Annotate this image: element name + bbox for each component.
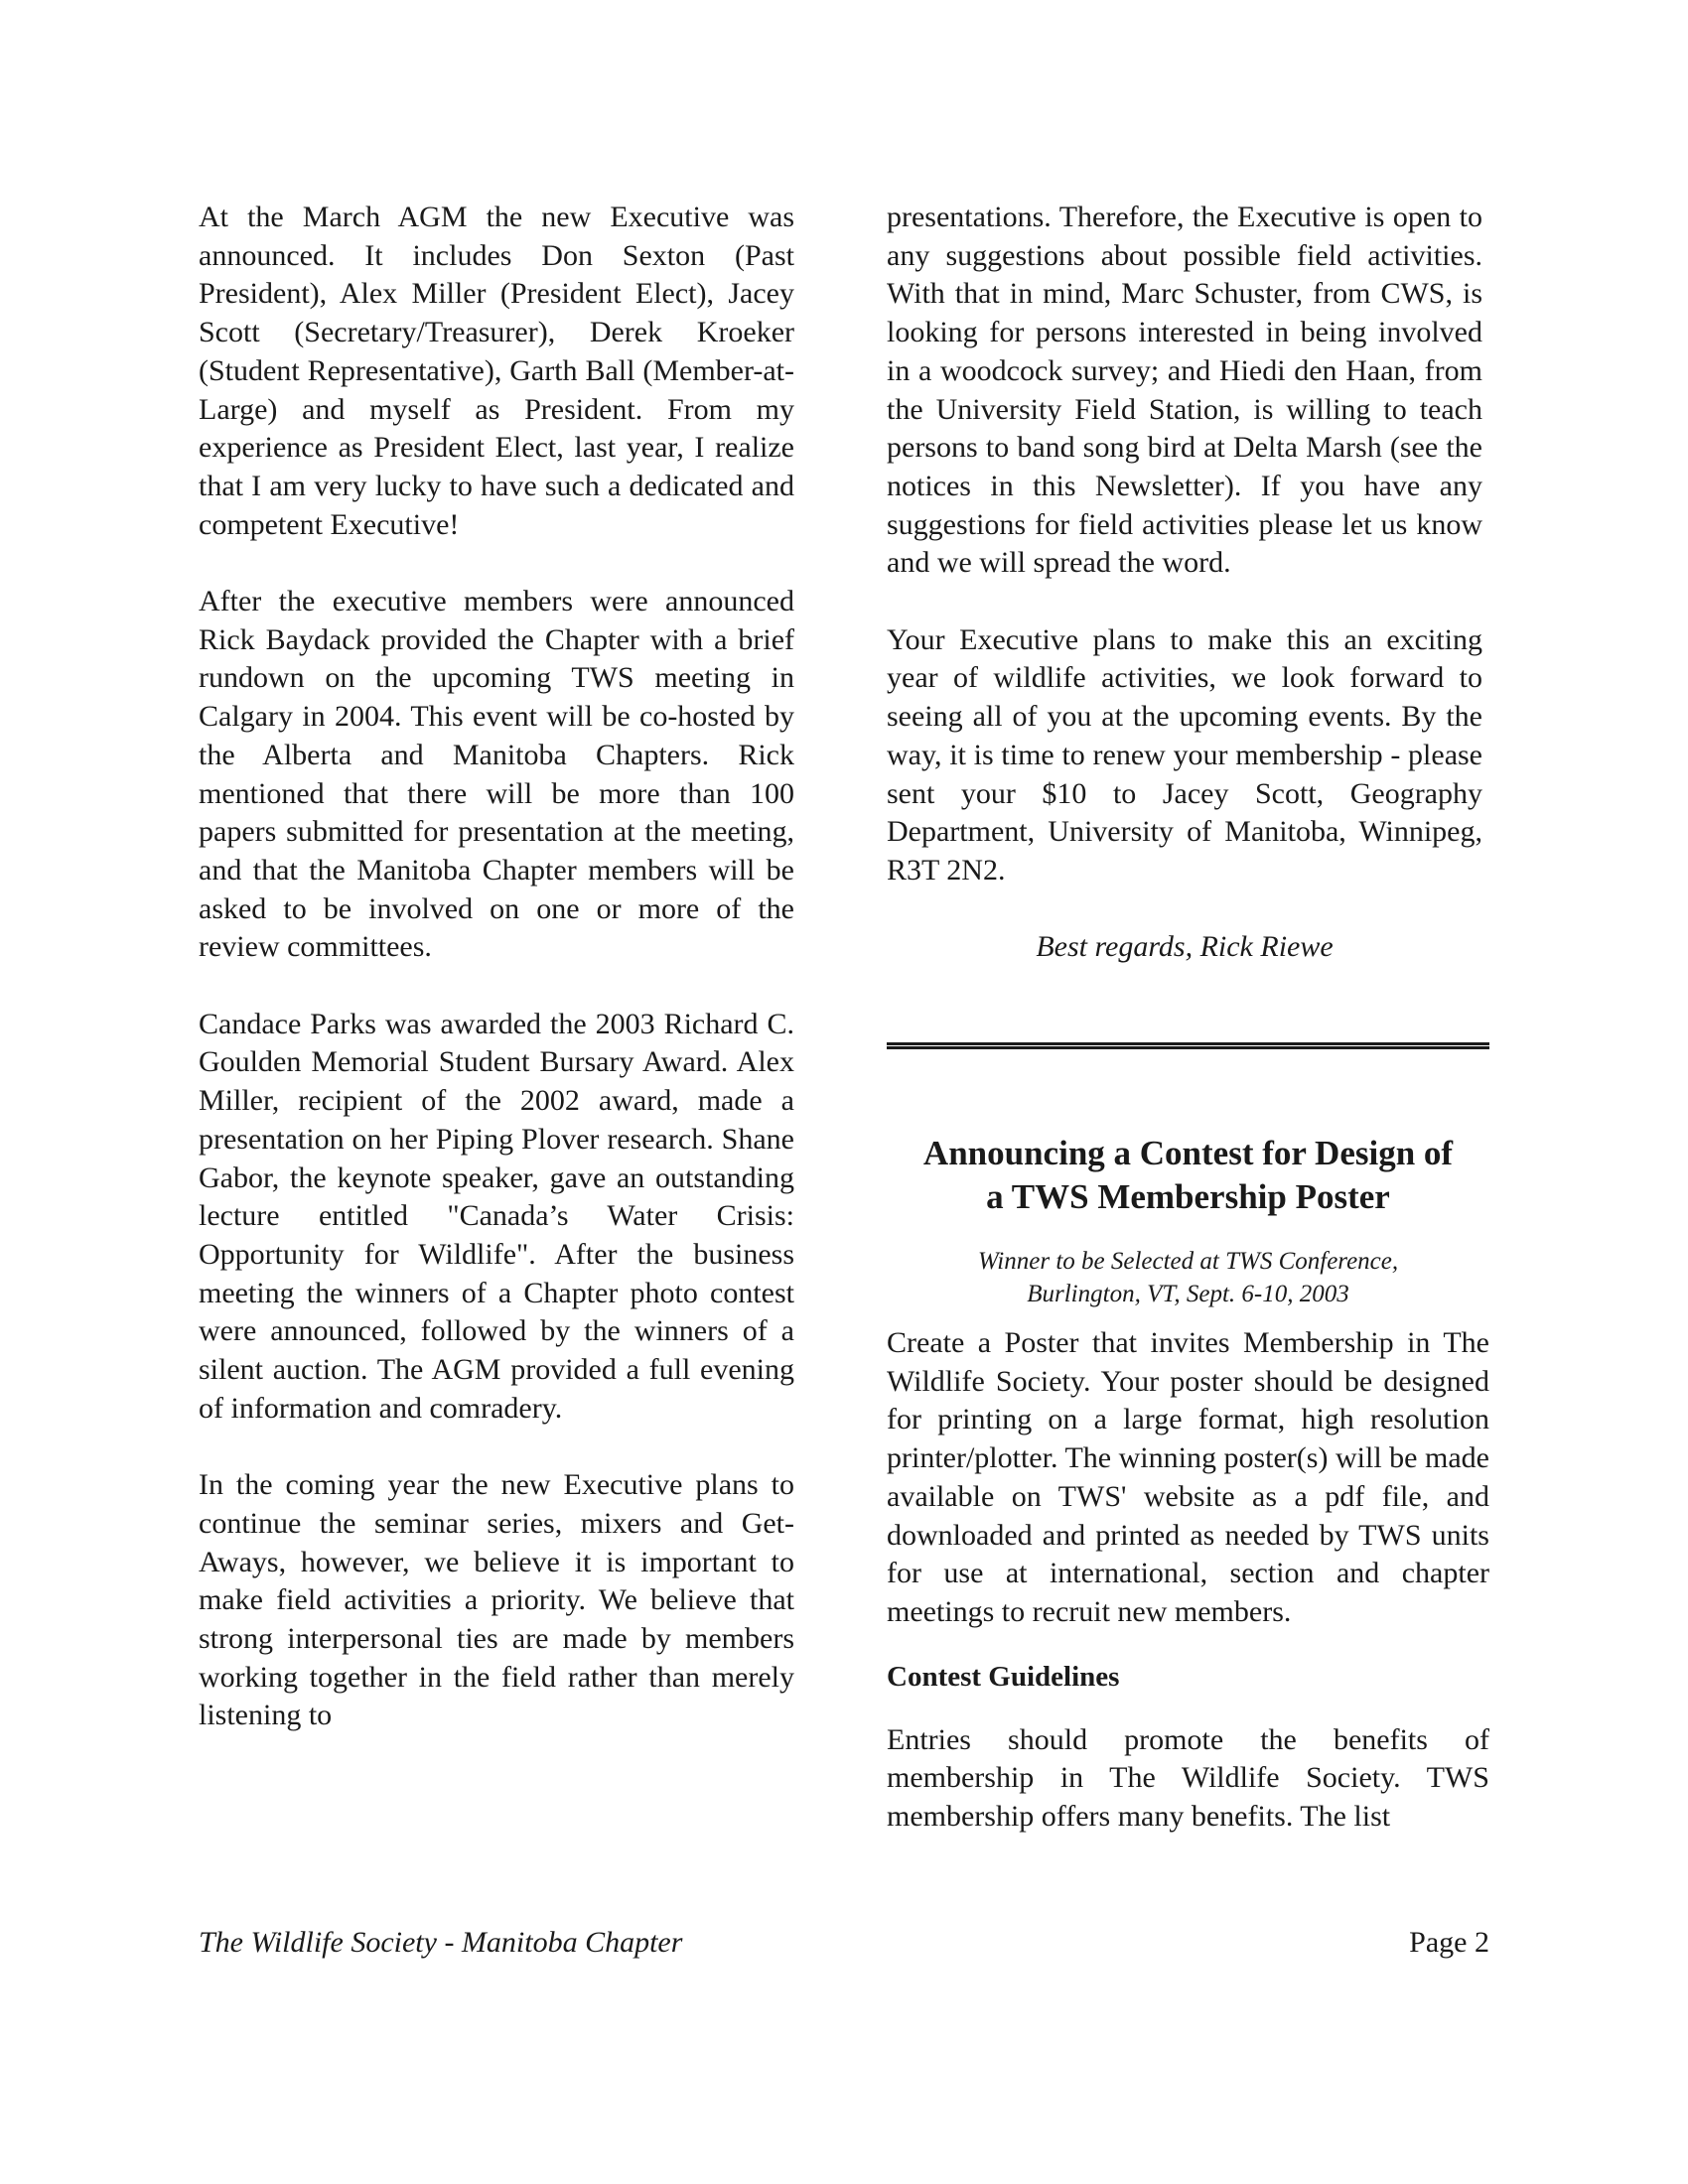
contest-subtitle-line-2: Burlington, VT, Sept. 6-10, 2003 <box>1027 1281 1349 1307</box>
signoff: Best regards, Rick Riewe <box>1036 930 1334 964</box>
contest-title-line-2: a TWS Membership Poster <box>986 1177 1390 1216</box>
contest-article <box>887 1132 1489 1862</box>
guidelines-paragraph: Entries should promote the benefits of membership in The Wildlife Society. TWS membership offers many benefits. The list <box>887 1722 1489 1834</box>
guidelines-heading: Contest Guidelines <box>887 1660 1120 1693</box>
contest-subtitle-line-1: Winner to be Selected at TWS Conference, <box>977 1248 1399 1275</box>
membership-renewal-paragraph: Your Executive plans to make this an exciting year of wildlife activities, we look forward to seeing all of you at the upcoming events. By the way, it is time to renew your membership - please sent your $10 to Jacey Scott, Geography Department, University of Manitoba, Winnipeg, R3T 2N2. <box>887 622 1482 887</box>
footer-page-number: Page 2 <box>1409 1926 1489 1959</box>
field-activities-paragraph: presentations. Therefore, the Executive is open to any suggestions about possible field activities. With that in mind, Marc Schuster, from CWS, is looking for persons interested in being involved in a woodcock survey; and Hiedi den Haan, from the University Field Station, is willing to teach persons to band song bird at Delta Marsh (see the notices in this Newsletter). If you have any suggestions for field activities please let us know and we will spread the word. <box>887 201 1482 580</box>
tws-meeting-paragraph: After the executive members were announced Rick Baydack provided the Chapter with a brief rundown on the upcoming TWS meeting in Calgary in 2004. This event will be co-hosted by the Alberta and Manitoba Chapters. Rick mentioned that there will be more than 100 papers submitted for presentation at the meeting, and that the Manitoba Chapter members will be asked to be involved on one or more of the review committees. <box>199 585 794 964</box>
awards-paragraph: Candace Parks was awarded the 2003 Richard C. Goulden Memorial Student Bursary Award. Alex Miller, recipient of the 2002 award, made a presentation on her Piping Plover research. Shane Gabor, the keynote speaker, gave an outstanding lecture entitled "Canada’s Water Crisis: Opportunity for Wildlife". After the business meeting the winners of a Chapter photo contest were announced, followed by the winners of a silent auction. The AGM provided a full evening of information and comradery. <box>199 1007 794 1425</box>
left-column <box>199 199 794 1735</box>
contest-subtitle <box>887 1245 1489 1310</box>
contest-title-line-1: Announcing a Contest for Design of <box>922 1134 1454 1172</box>
contest-intro-paragraph: Create a Poster that invites Membership in The Wildlife Society. Your poster should be designed for printing on a large format, high resolution printer/plotter. The winning poster(s) will be made available on TWS' website as a pdf file, and downloaded and printed as needed by TWS units for use at international, section and chapter meetings to recruit new members. <box>887 1326 1489 1628</box>
coming-year-paragraph: In the coming year the new Executive plans to continue the seminar series, mixers and Get-Aways, however, we believe it is important to make field activities a priority. We believe that strong interpersonal ties are made by members working together in the field rather than merely listening to <box>199 1468 794 1732</box>
contest-title <box>887 1132 1489 1219</box>
executive-announcement-paragraph: At the March AGM the new Executive was announced. It includes Don Sexton (Past President), Alex Miller (President Elect), Jacey Scott (Secretary/Treasurer), Derek Kroeker (Student Representative), Garth Ball (Member-at-Large) and myself as President. From my experience as President Elect, last year, I realize that I am very lucky to have such a dedicated and competent Executive! <box>199 201 794 541</box>
right-column <box>887 199 1482 967</box>
footer-publication: The Wildlife Society - Manitoba Chapter <box>199 1926 683 1959</box>
section-divider <box>887 1042 1489 1049</box>
